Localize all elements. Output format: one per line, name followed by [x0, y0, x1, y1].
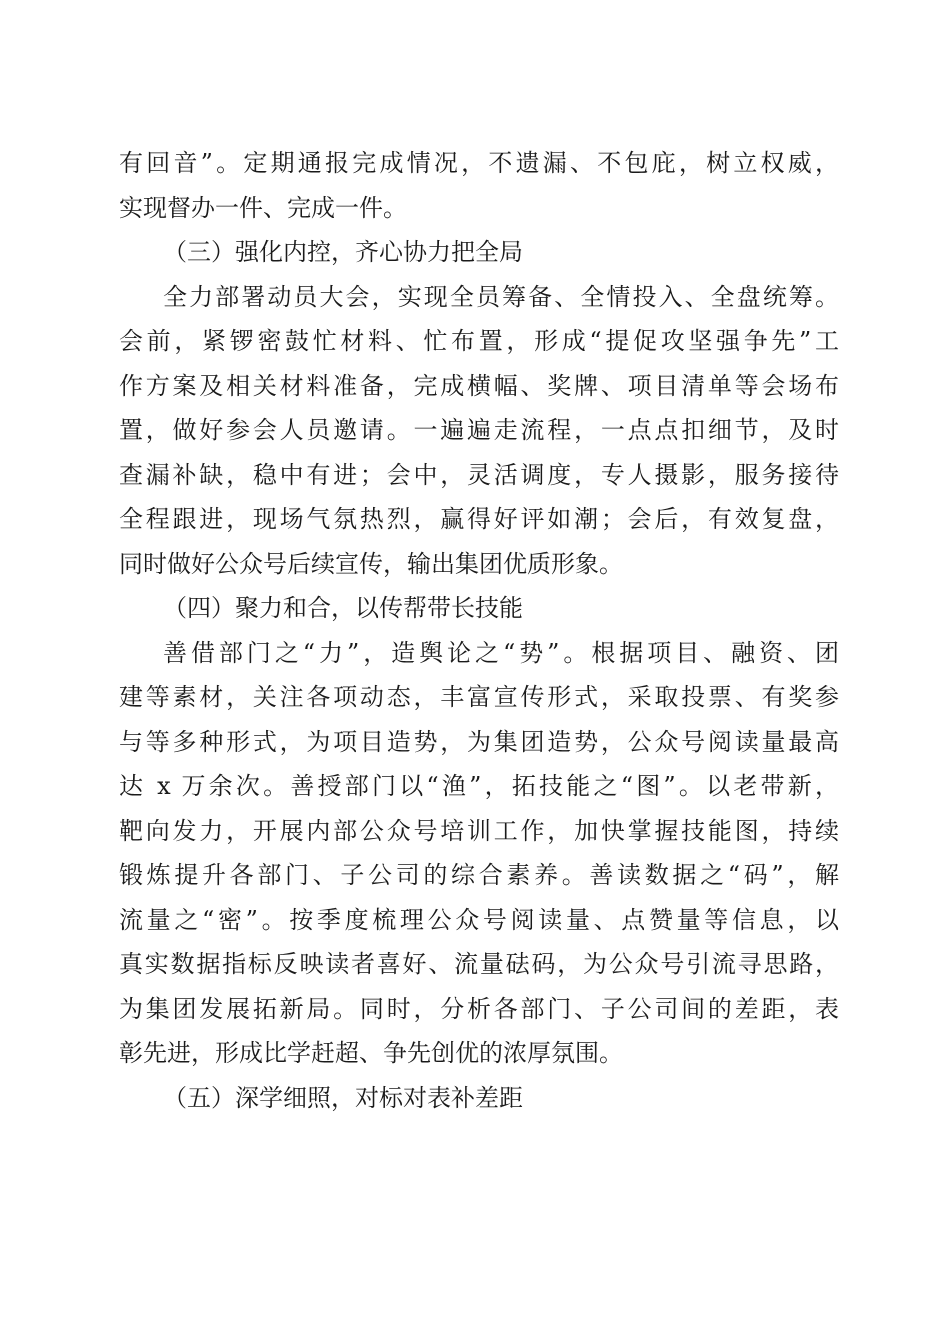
text-line: 同时做好公众号后续宣传，输出集团优质形象。 — [119, 550, 623, 578]
text-line: 与等多种形式，为项目造势，为集团造势，公众号阅读量最高 — [119, 728, 839, 756]
text-line: 锻炼提升各部门、子公司的综合素养。善读数据之“码”，解 — [119, 861, 839, 889]
text-line: 全力部署动员大会，实现全员筹备、全情投入、全盘统筹。 — [163, 283, 839, 311]
text-line: 达 x 万余次。善授部门以“渔”，拓技能之“图”。以老带新， — [119, 772, 839, 800]
text-line: 会前，紧锣密鼓忙材料、忙布置，形成“提促攻坚强争先”工 — [119, 327, 839, 355]
text-line: 流量之“密”。按季度梳理公众号阅读量、点赞量等信息，以 — [119, 906, 839, 934]
text-line: 真实数据指标反映读者喜好、流量砝码，为公众号引流寻思路， — [119, 950, 839, 978]
section-heading-4: （四）聚力和合，以传帮带长技能 — [163, 594, 523, 622]
text-line: 靶向发力，开展内部公众号培训工作，加快掌握技能图，持续 — [119, 817, 839, 845]
text-line: 为集团发展拓新局。同时，分析各部门、子公司间的差距，表 — [119, 995, 839, 1023]
text-line: 建等素材，关注各项动态，丰富宣传形式，采取投票、有奖参 — [119, 683, 839, 711]
section-heading-3: （三）强化内控，齐心协力把全局 — [163, 238, 523, 266]
section-heading-5: （五）深学细照，对标对表补差距 — [163, 1084, 523, 1112]
text-line: 善借部门之“力”，造舆论之“势”。根据项目、融资、团 — [163, 639, 839, 667]
text-line: 全程跟进，现场气氛热烈，赢得好评如潮；会后，有效复盘， — [119, 505, 839, 533]
text-line: 作方案及相关材料准备，完成横幅、奖牌、项目清单等会场布 — [119, 372, 839, 400]
text-line: 彰先进，形成比学赶超、争先创优的浓厚氛围。 — [119, 1039, 623, 1067]
text-line: 有回音”。定期通报完成情况，不遗漏、不包庇，树立权威， — [119, 149, 839, 177]
text-line: 查漏补缺，稳中有进；会中，灵活调度，专人摄影，服务接待 — [119, 461, 839, 489]
text-line: 置，做好参会人员邀请。一遍遍走流程，一点点扣细节，及时 — [119, 416, 839, 444]
text-line: 实现督办一件、完成一件。 — [119, 194, 407, 222]
